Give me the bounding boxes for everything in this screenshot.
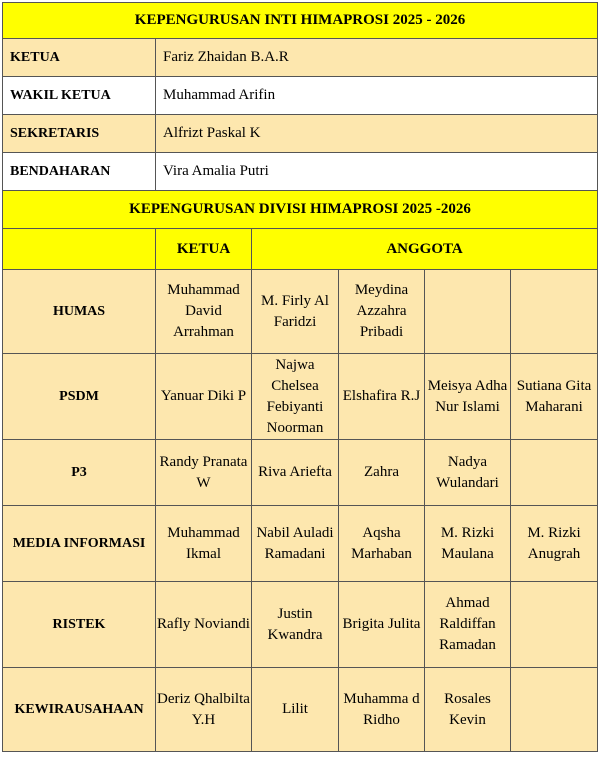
member-cell: Riva Ariefta	[252, 440, 339, 506]
member-cell: Meisya Adha Nur Islami	[425, 354, 511, 440]
member-cell: Rosales Kevin	[425, 668, 511, 752]
division-row	[3, 668, 598, 752]
member-cell: Ahmad Raldiffan Ramadan	[425, 582, 511, 668]
member-cell: Muhamma d Ridho	[339, 668, 425, 752]
header-ketua: KETUA	[156, 229, 252, 270]
inti-name: Alfrizt Paskal K	[156, 115, 598, 153]
inti-role: BENDAHARAN	[3, 153, 156, 191]
member-cell	[511, 440, 598, 506]
inti-name: Muhammad Arifin	[156, 77, 598, 115]
division-name: PSDM	[3, 354, 156, 440]
divisi-header-blank	[3, 229, 156, 270]
member-cell: M. Rizki Anugrah	[511, 506, 598, 582]
header-anggota: ANGGOTA	[252, 229, 598, 270]
member-cell: Najwa Chelsea Febiyanti Noorman	[252, 354, 339, 440]
inti-role: SEKRETARIS	[3, 115, 156, 153]
member-cell: M. Rizki Maulana	[425, 506, 511, 582]
division-row	[3, 270, 598, 354]
division-row	[3, 440, 598, 506]
member-cell: Muhammad David Arrahman	[156, 270, 252, 354]
member-cell: Rafly Noviandi	[156, 582, 252, 668]
inti-row	[3, 39, 598, 77]
member-cell: M. Firly Al Faridzi	[252, 270, 339, 354]
inti-name: Vira Amalia Putri	[156, 153, 598, 191]
member-cell: Deriz Qhalbilta Y.H	[156, 668, 252, 752]
inti-row	[3, 153, 598, 191]
structure-table	[2, 2, 598, 752]
member-cell: Zahra	[339, 440, 425, 506]
member-cell: Meydina Azzahra Pribadi	[339, 270, 425, 354]
member-cell	[511, 668, 598, 752]
inti-row	[3, 115, 598, 153]
member-cell: Aqsha Marhaban	[339, 506, 425, 582]
member-cell: Nabil Auladi Ramadani	[252, 506, 339, 582]
member-cell: Elshafira R.J	[339, 354, 425, 440]
division-row	[3, 582, 598, 668]
inti-name: Fariz Zhaidan B.A.R	[156, 39, 598, 77]
division-name: MEDIA INFORMASI	[3, 506, 156, 582]
member-cell	[511, 582, 598, 668]
inti-role: WAKIL KETUA	[3, 77, 156, 115]
division-name: KEWIRAUSAHAAN	[3, 668, 156, 752]
member-cell: Randy Pranata W	[156, 440, 252, 506]
member-cell: Nadya Wulandari	[425, 440, 511, 506]
division-name: RISTEK	[3, 582, 156, 668]
member-cell: Muhammad Ikmal	[156, 506, 252, 582]
member-cell	[511, 270, 598, 354]
inti-row	[3, 77, 598, 115]
division-row	[3, 354, 598, 440]
inti-role: KETUA	[3, 39, 156, 77]
member-cell	[425, 270, 511, 354]
divisi-title: KEPENGURUSAN DIVISI HIMAPROSI 2025 -2026	[3, 191, 598, 229]
member-cell: Brigita Julita	[339, 582, 425, 668]
inti-title: KEPENGURUSAN INTI HIMAPROSI 2025 - 2026	[3, 3, 598, 39]
member-cell: Sutiana Gita Maharani	[511, 354, 598, 440]
member-cell: Justin Kwandra	[252, 582, 339, 668]
division-name: P3	[3, 440, 156, 506]
division-name: HUMAS	[3, 270, 156, 354]
member-cell: Yanuar Diki P	[156, 354, 252, 440]
member-cell: Lilit	[252, 668, 339, 752]
division-row	[3, 506, 598, 582]
